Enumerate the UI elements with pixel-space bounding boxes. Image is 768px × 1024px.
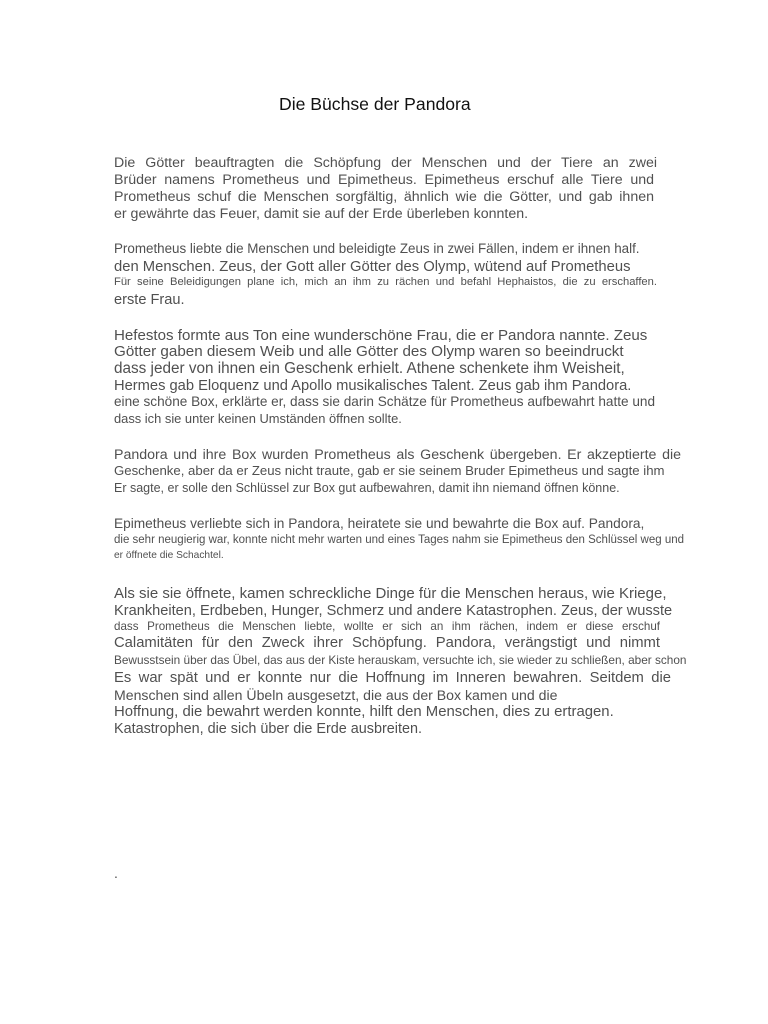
- paragraph-4-line-1: Pandora und ihre Box wurden Prometheus als Geschenk übergeben. Er akzeptierte die: [114, 447, 681, 463]
- paragraph-6-line-2: Krankheiten, Erdbeben, Hunger, Schmerz und andere Katastrophen. Zeus, der wusste: [114, 603, 673, 619]
- paragraph-6-line-4: Calamitäten für den Zweck ihrer Schöpfung. Pandora, verängstigt und nimmt: [114, 635, 660, 651]
- paragraph-3-line-1: Hefestos formte aus Ton eine wunderschöne Frau, die er Pandora nannte. Zeus: [114, 327, 648, 344]
- paragraph-3-line-5: eine schöne Box, erklärte er, dass sie darin Schätze für Prometheus aufbewahrt hatte und: [114, 394, 656, 409]
- paragraph-5-line-2: die sehr neugierig war, konnte nicht mehr warten und eines Tages nahm sie Epimetheus den Schlüssel weg und: [114, 534, 685, 546]
- paragraph-6-line-1: Als sie sie öffnete, kamen schreckliche Dinge für die Menschen heraus, wie Kriege,: [114, 585, 667, 602]
- paragraph-2-line-2: den Menschen. Zeus, der Gott aller Götter des Olymp, wütend auf Prometheus: [114, 259, 631, 275]
- paragraph-3-line-2: Götter gaben diesem Weib und alle Götter des Olymp waren so beeindruckt: [114, 343, 624, 360]
- trailing-period: .: [114, 865, 118, 881]
- paragraph-1-line-2: Brüder namens Prometheus und Epimetheus. Epimetheus erschuf alle Tiere und: [114, 172, 654, 188]
- paragraph-2-line-3: Für seine Beleidigungen plane ich, mich an ihm zu rächen und befahl Hephaistos, die zu erschaffen.: [114, 276, 657, 288]
- paragraph-5-line-1: Epimetheus verliebte sich in Pandora, heiratete sie und bewahrte die Box auf. Pandora,: [114, 516, 645, 531]
- paragraph-6-line-8: Hoffnung, die bewahrt werden konnte, hilft den Menschen, dies zu ertragen.: [114, 704, 614, 720]
- paragraph-3-line-3: dass jeder von ihnen ein Geschenk erhielt. Athene schenkete ihm Weisheit,: [114, 360, 625, 377]
- paragraph-1-line-4: er gewährte das Feuer, damit sie auf der Erde überleben konnten.: [114, 206, 529, 222]
- paragraph-3-line-6: dass ich sie unter keinen Umständen öffnen sollte.: [114, 411, 402, 426]
- paragraph-6-line-5: Bewusstsein über das Übel, das aus der Kiste herauskam, versuchte ich, sie wieder zu schließen, aber schon: [114, 653, 687, 667]
- paragraph-4-line-2: Geschenke, aber da er Zeus nicht traute, gab er sie seinem Bruder Epimetheus und sagte ihm: [114, 463, 665, 478]
- paragraph-6-line-3: dass Prometheus die Menschen liebte, wollte er sich an ihm rächen, indem er diese erschuf: [114, 620, 660, 633]
- paragraph-6-line-7: Menschen sind allen Übeln ausgesetzt, die aus der Box kamen und die: [114, 687, 558, 703]
- document-title: Die Büchse der Pandora: [279, 94, 471, 114]
- paragraph-6-line-9: Katastrophen, die sich über die Erde ausbreiten.: [114, 721, 422, 737]
- paragraph-2-line-4: erste Frau.: [114, 292, 185, 308]
- paragraph-5-line-3: er öffnete die Schachtel.: [114, 550, 224, 561]
- paragraph-4-line-3: Er sagte, er solle den Schlüssel zur Box gut aufbewahren, damit ihn niemand öffnen könne.: [114, 481, 620, 495]
- paragraph-1-line-1: Die Götter beauftragten die Schöpfung der Menschen und der Tiere an zwei: [114, 155, 657, 171]
- paragraph-3-line-4: Hermes gab Eloquenz und Apollo musikalisches Talent. Zeus gab ihm Pandora.: [114, 378, 632, 394]
- paragraph-1-line-3: Prometheus schuf die Menschen sorgfältig, ähnlich wie die Götter, und gab ihnen: [114, 189, 654, 205]
- paragraph-2-line-1: Prometheus liebte die Menschen und beleidigte Zeus in zwei Fällen, indem er ihnen half.: [114, 241, 640, 256]
- paragraph-6-line-6: Es war spät und er konnte nur die Hoffnung im Inneren bewahren. Seitdem die: [114, 670, 671, 686]
